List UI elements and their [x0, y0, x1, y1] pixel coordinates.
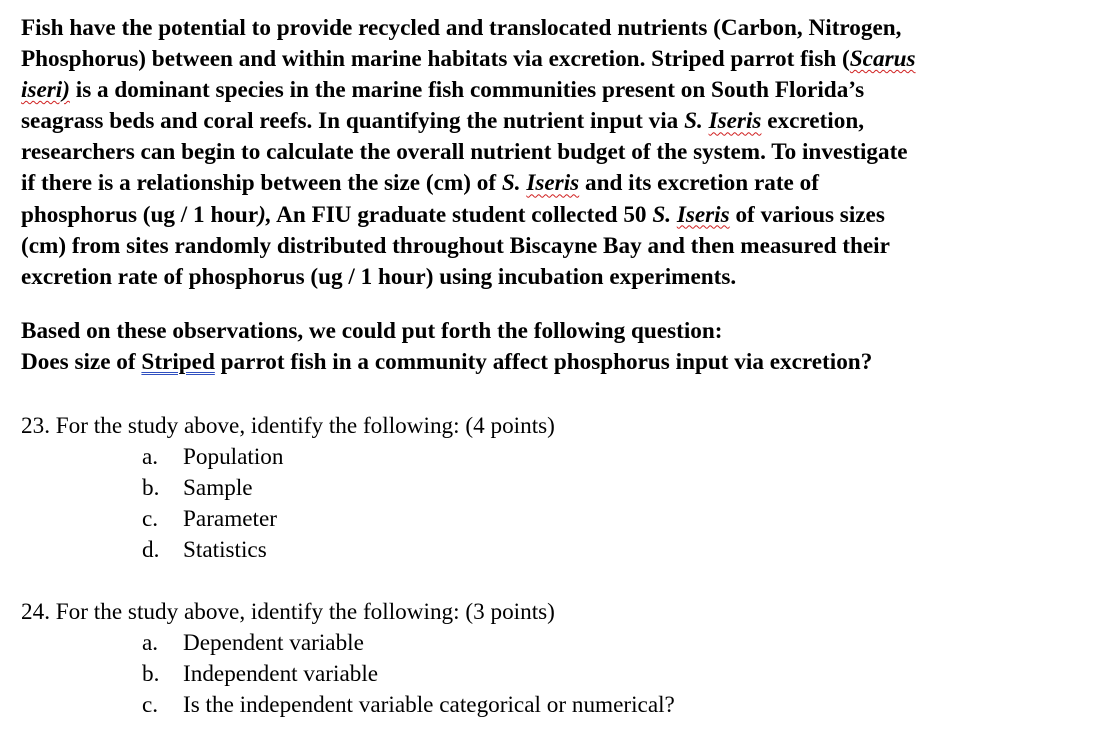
intro-line-8	[21, 231, 1091, 262]
list-item-text: Is the independent variable categorical or numerical?	[183, 692, 675, 719]
intro-line-3	[21, 75, 1091, 106]
list-letter: a.	[142, 630, 159, 657]
species-name-iseri: iseri)	[21, 77, 70, 104]
intro-text: An FIU graduate student collected 50	[271, 201, 653, 228]
list-item-text: Dependent variable	[183, 630, 364, 657]
intro-text: excretion,	[761, 108, 865, 135]
intro-text: is a dominant species in the marine fish communities present on South Florida’s	[69, 77, 865, 104]
intro-line-9	[21, 262, 1091, 293]
intro-text: Fish have the potential to provide recycled and translocated nutrients (Carbon, Nitrogen,	[21, 15, 902, 41]
list-letter: a.	[142, 444, 159, 471]
list-letter: c.	[142, 692, 159, 719]
intro-line-4	[21, 106, 1091, 137]
question-23	[21, 411, 555, 566]
intro-text: Phosphorus) between and within marine habitats via excretion. Striped parrot fish (	[21, 46, 850, 73]
intro-text: and its excretion rate of	[579, 170, 819, 197]
list-item	[21, 628, 675, 659]
intro-text: excretion rate of phosphorus (ug / 1 hour) using incubation experiments.	[21, 263, 737, 290]
intro-text: researchers can begin to calculate the overall nutrient budget of the system. To investigate	[21, 139, 908, 166]
intro-paragraph	[21, 13, 1091, 293]
intro-line-2	[21, 44, 1091, 75]
question-text: parrot fish in a community affect phosphorus input via excretion?	[214, 349, 873, 376]
grammar-flagged-word: Striped	[141, 349, 215, 376]
list-letter: c.	[142, 506, 159, 533]
list-item	[21, 442, 555, 473]
intro-text: phosphorus (ug / 1 hour	[21, 201, 259, 228]
intro-text: seagrass beds and coral reefs. In quantifying the nutrient input via	[21, 108, 685, 135]
species-name-iseris: Iseris	[676, 201, 730, 228]
species-abbrev: S.	[652, 201, 677, 228]
question-24-stem: 24. For the study above, identify the following: (3 points)	[21, 599, 555, 625]
list-item	[21, 504, 555, 535]
list-item-text: Sample	[183, 475, 253, 502]
intro-text-italic: ),	[258, 201, 272, 228]
list-item-text: Population	[183, 444, 284, 471]
list-item	[21, 473, 555, 504]
intro-text: of various sizes	[729, 201, 885, 228]
list-item	[21, 535, 555, 566]
list-item-text: Statistics	[183, 537, 267, 564]
question-text: Does size of	[21, 349, 142, 376]
list-item	[21, 659, 675, 690]
intro-line-6	[21, 168, 1091, 199]
species-name-iseris: Iseris	[708, 108, 762, 135]
list-letter: b.	[142, 475, 160, 502]
intro-text: if there is a relationship between the size (cm) of	[21, 170, 502, 197]
intro-line-7	[21, 200, 1091, 231]
question-23-stem: 23. For the study above, identify the following: (4 points)	[21, 413, 555, 439]
list-item-text: Independent variable	[183, 661, 379, 688]
list-letter: b.	[142, 661, 160, 688]
question-24	[21, 597, 675, 721]
intro-text: (cm) from sites randomly distributed throughout Biscayne Bay and then measured their	[21, 232, 890, 259]
species-name-iseris: Iseris	[526, 170, 580, 197]
list-item-text: Parameter	[183, 506, 277, 533]
research-question-block	[21, 316, 872, 378]
species-name-scarus: Scarus	[849, 46, 916, 73]
intro-line-1	[21, 13, 1091, 44]
list-item	[21, 690, 675, 721]
species-abbrev: S.	[684, 108, 709, 135]
intro-line-5	[21, 137, 1091, 168]
list-letter: d.	[142, 537, 160, 564]
species-abbrev: S.	[501, 170, 527, 197]
research-question-lead: Based on these observations, we could put forth the following question:	[21, 318, 723, 344]
research-question	[21, 347, 872, 378]
